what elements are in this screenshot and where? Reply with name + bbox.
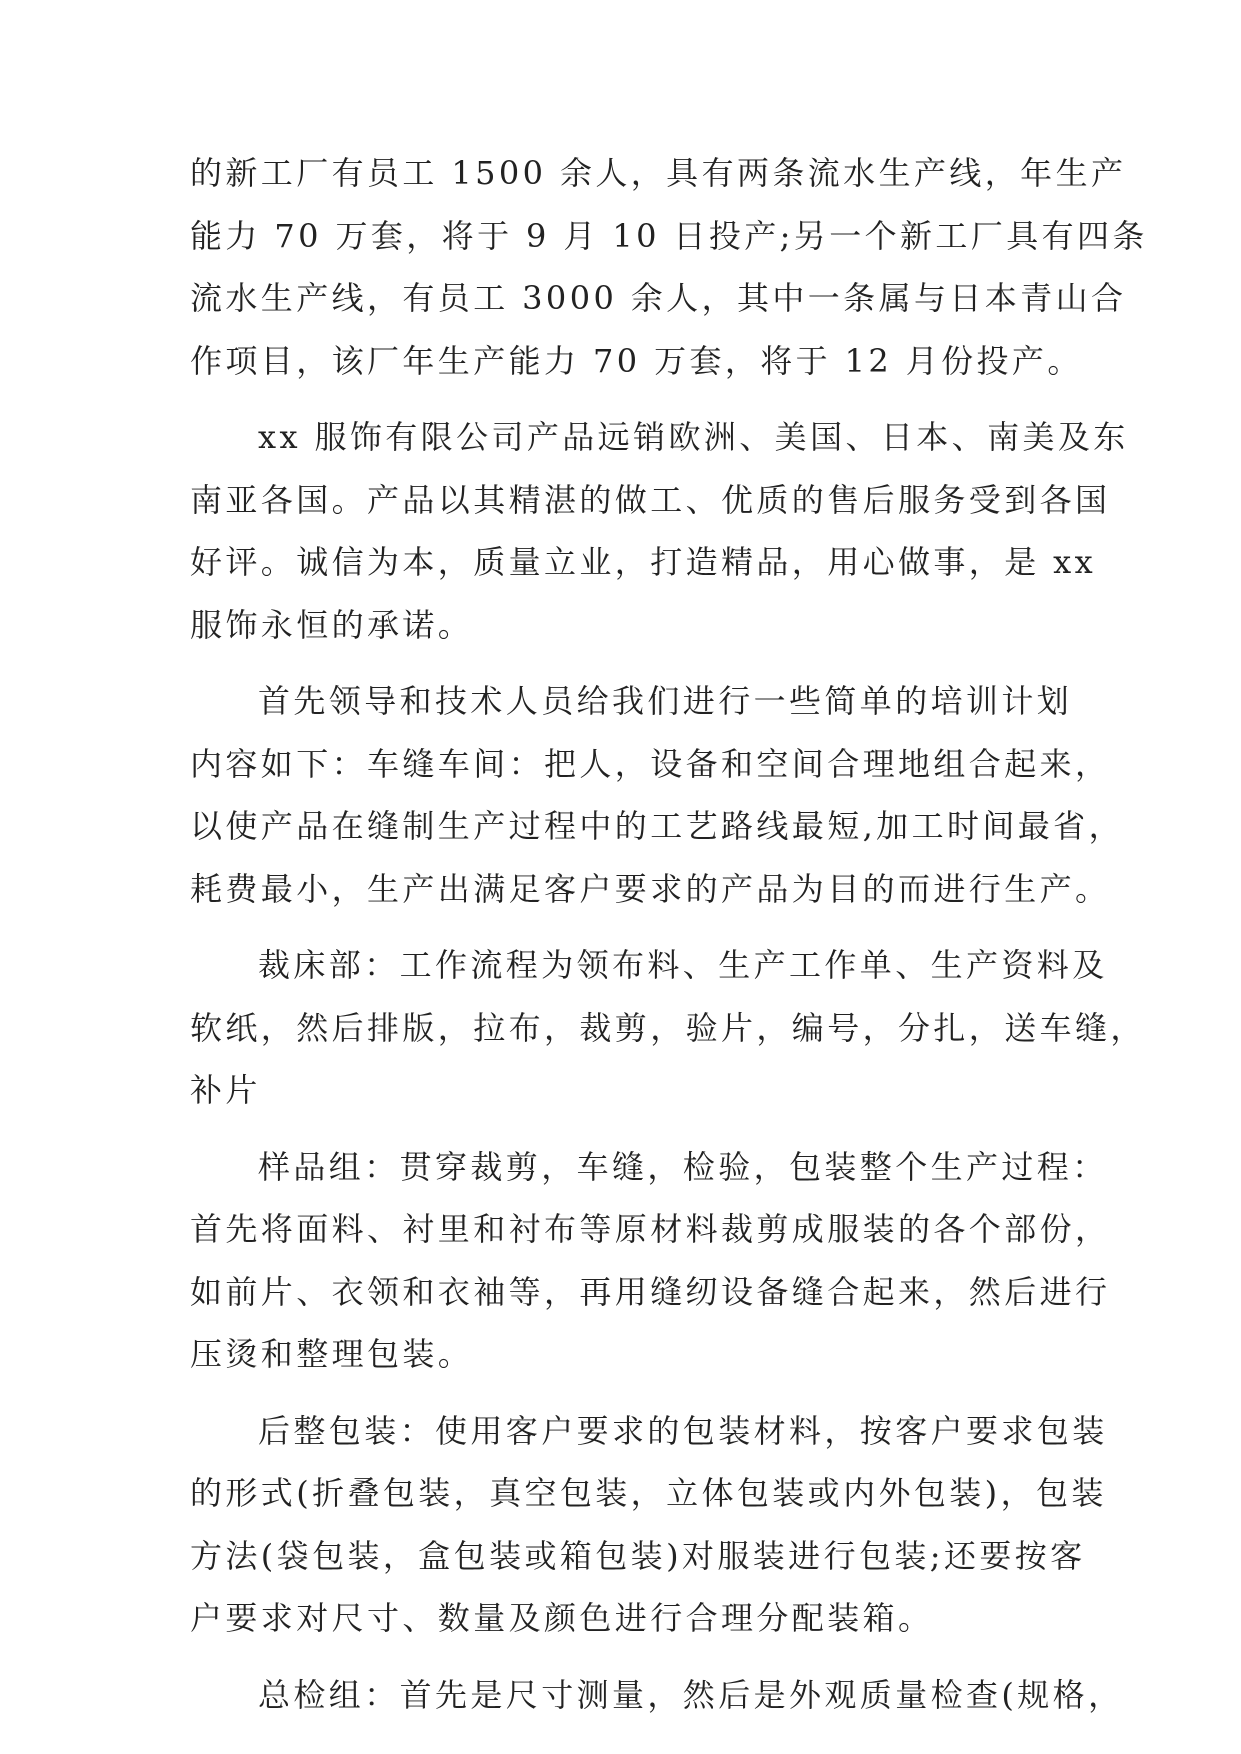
text-line: 户要求对尺寸、数量及颜色进行合理分配装箱。 [190, 1599, 934, 1637]
text-line: 作项目，该厂年生产能力 70 万套，将于 12 月份投产。 [190, 341, 1083, 380]
paragraph-final-inspection [190, 1664, 1124, 1727]
text-line: 补片 [190, 1071, 261, 1109]
text-line: 耗费最小，生产出满足客户要求的产品为目的而进行生产。 [190, 869, 1111, 908]
text-line: 好评。诚信为本，质量立业，打造精品，用心做事，是 xx [190, 543, 1097, 581]
text-line: 的形式(折叠包装，真空包装，立体包装或内外包装)，包装 [190, 1474, 1107, 1512]
text-line: 方法(袋包装，盒包装或箱包装)对服装进行包装;还要按客 [190, 1536, 1086, 1575]
paragraph-spacing [190, 920, 1052, 934]
text-line: 南亚各国。产品以其精湛的做工、优质的售后服务受到各国 [190, 480, 1111, 519]
paragraph-spacing [190, 1386, 1052, 1400]
text-line: 流水生产线，有员工 3000 余人，其中一条属与日本青山合 [190, 279, 1127, 317]
text-line: 总检组：首先是尺寸测量，然后是外观质量检查(规格， [258, 1675, 1124, 1714]
paragraph-cutting-department [190, 934, 1146, 1122]
paragraph-spacing [190, 656, 1052, 670]
text-line: xx 服饰有限公司产品远销欧洲、美国、日本、南美及东 [258, 418, 1129, 456]
text-line: 的新工厂有员工 1500 余人，具有两条流水生产线，年生产 [190, 154, 1127, 192]
paragraph-new-factories [190, 142, 1148, 392]
text-line: 首先领导和技术人员给我们进行一些简单的培训计划 [258, 682, 1073, 720]
text-line: 能力 70 万套，将于 9 月 10 日投产;另一个新工厂具有四条 [190, 216, 1148, 255]
text-line: 内容如下：车缝车间：把人，设备和空间合理地组合起来， [190, 744, 1111, 783]
paragraph-company-markets [190, 406, 1129, 656]
paragraph-spacing [190, 1122, 1052, 1136]
text-line: 裁床部：工作流程为领布料、生产工作单、生产资料及 [258, 946, 1108, 984]
document-page [190, 142, 1148, 1726]
text-line: 软纸，然后排版，拉布，裁剪，验片，编号，分扎，送车缝， [190, 1008, 1146, 1047]
text-line: 如前片、衣领和衣袖等，再用缝纫设备缝合起来，然后进行 [190, 1272, 1111, 1311]
text-line: 样品组：贯穿裁剪，车缝，检验，包装整个生产过程： [258, 1147, 1108, 1186]
paragraph-final-packaging [190, 1400, 1108, 1650]
text-line: 后整包装：使用客户要求的包装材料，按客户要求包装 [258, 1411, 1108, 1450]
paragraph-spacing [190, 1650, 1052, 1664]
paragraph-sample-group [190, 1136, 1111, 1386]
text-line: 以使产品在缝制生产过程中的工艺路线最短,加工时间最省， [190, 807, 1124, 845]
text-line: 压烫和整理包装。 [190, 1335, 474, 1373]
paragraph-training-plan [190, 670, 1124, 920]
text-line: 首先将面料、衬里和衬布等原材料裁剪成服装的各个部份， [190, 1210, 1111, 1248]
paragraph-spacing [190, 392, 1052, 406]
text-line: 服饰永恒的承诺。 [190, 605, 474, 644]
